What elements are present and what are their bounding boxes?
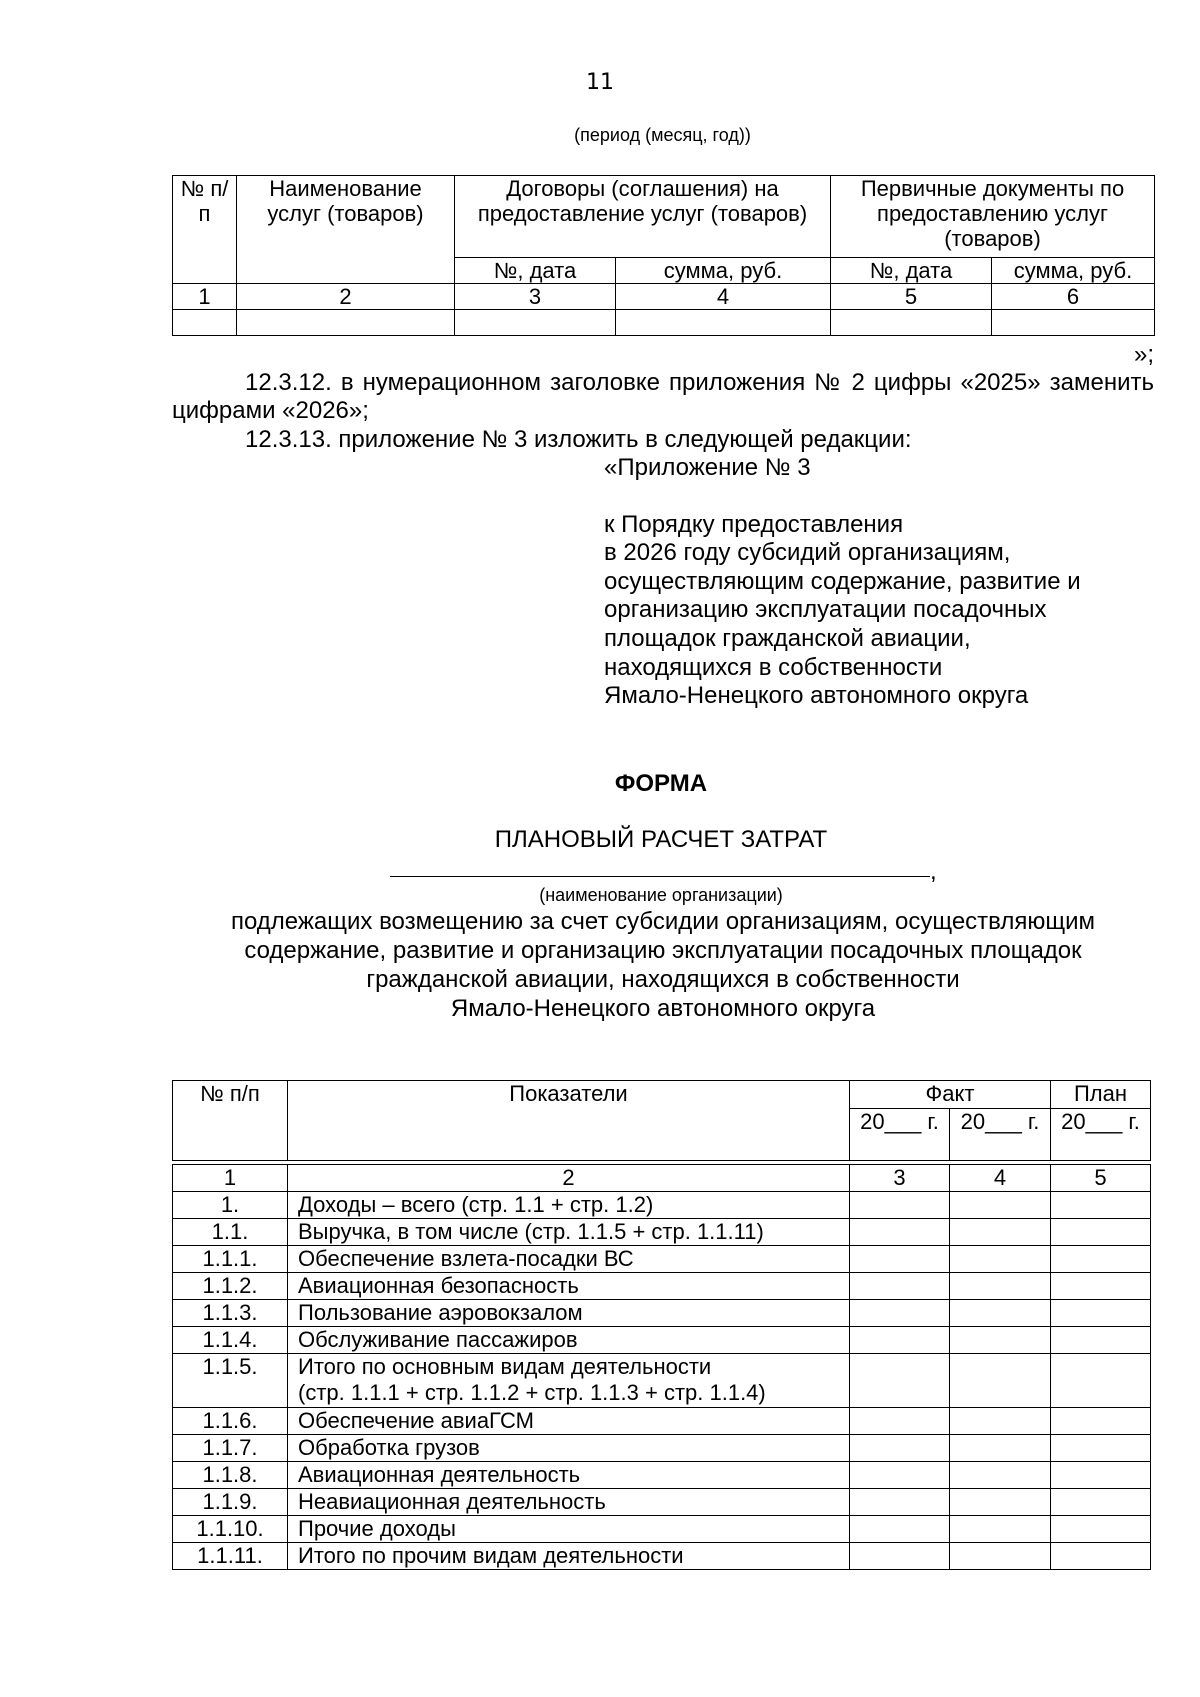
subtitle-line: содержание, развитие и организацию эксплуатации посадочных площадок (244, 937, 1082, 964)
row-indicator (288, 1354, 850, 1408)
row-number: 1.1.8. (173, 1462, 288, 1489)
value-cell (1051, 1489, 1151, 1516)
value-cell (1051, 1192, 1151, 1219)
row-indicator (288, 1192, 850, 1219)
row-indicator-text: Доходы – всего (стр. 1.1 + стр. 1.2) (298, 1192, 654, 1217)
table-row (173, 1516, 1151, 1543)
appendix-line: к Порядку предоставления (604, 510, 904, 538)
row-number: 1.1.9. (173, 1489, 288, 1516)
year-cell: 20___ г. (850, 1109, 950, 1161)
value-cell (950, 1408, 1051, 1435)
row-indicator (288, 1219, 850, 1246)
table-row (173, 1219, 1151, 1246)
value-cell (950, 1462, 1051, 1489)
value-cell (850, 1408, 950, 1435)
row-indicator (288, 1408, 850, 1435)
row-number: 1.1.10. (173, 1516, 288, 1543)
row-indicator (288, 1327, 850, 1354)
table-row (173, 1273, 1151, 1300)
header-primary-docs: Первичные документы по предоставлению услуг (товаров) (831, 176, 1155, 258)
period-caption (0, 125, 1200, 146)
row-indicator-text: Прочие доходы (298, 1516, 456, 1541)
value-cell (1051, 1273, 1151, 1300)
row-indicator-text: Обеспечение взлета-посадки ВС (298, 1246, 634, 1271)
value-cell (1051, 1516, 1151, 1543)
table-row (173, 1408, 1151, 1435)
value-cell (850, 1219, 950, 1246)
form-heading: ФОРМА (614, 770, 708, 797)
period-caption-text: (период (месяц, год)) (574, 125, 751, 145)
table-row (173, 1435, 1151, 1462)
appendix-block (604, 454, 1164, 711)
value-cell (1051, 1300, 1151, 1327)
value-cell (950, 1219, 1051, 1246)
empty-row (173, 310, 1155, 336)
row-number: 1.1.4. (173, 1327, 288, 1354)
subheader-primary-sum: сумма, руб. (992, 258, 1155, 284)
table-row (173, 1354, 1151, 1408)
empty-cell (616, 310, 831, 336)
table-row (173, 1462, 1151, 1489)
appendix-line: находящихся в собственности (604, 653, 943, 681)
row-indicator-text: Итого по прочим видам деятельности (298, 1543, 684, 1568)
year-cell: 20___ г. (1051, 1109, 1151, 1161)
row-indicator (288, 1543, 850, 1570)
col-number: 4 (616, 284, 831, 310)
value-cell (950, 1354, 1051, 1408)
table-row (173, 1246, 1151, 1273)
cost-col-number: 2 (288, 1165, 850, 1192)
value-cell (1051, 1354, 1151, 1408)
appendix-line: организацию эксплуатации посадочных (604, 596, 1047, 624)
row-indicator-text: Авиационная безопасность (298, 1273, 579, 1298)
value-cell (1051, 1435, 1151, 1462)
row-indicator-text: Обслуживание пассажиров (298, 1327, 578, 1352)
cost-header-num: № п/п (173, 1081, 288, 1161)
value-cell (1051, 1327, 1151, 1354)
subheader-contracts-num: №, дата (455, 258, 616, 284)
subheader-contracts-sum: сумма, руб. (616, 258, 831, 284)
organization-caption: (наименование организации) (539, 885, 783, 905)
header-num: № п/п (173, 176, 237, 284)
appendix-line: осуществляющим содержание, развитие и (604, 567, 1081, 595)
row-indicator (288, 1300, 850, 1327)
row-number: 1. (173, 1192, 288, 1219)
value-cell (1051, 1462, 1151, 1489)
subtitle-line: Ямало-Ненецкого автономного округа (450, 995, 876, 1022)
row-indicator (288, 1462, 850, 1489)
empty-cell (992, 310, 1155, 336)
row-indicator (288, 1435, 850, 1462)
organization-name-line (390, 876, 930, 877)
subtitle-line: подлежащих возмещению за счет субсидии организациям, осуществляющим (230, 908, 1096, 935)
value-cell (850, 1435, 950, 1462)
services-table (172, 175, 1155, 336)
value-cell (950, 1327, 1051, 1354)
value-cell (850, 1192, 950, 1219)
form-subtitle (172, 907, 1154, 1023)
cost-col-number: 5 (1051, 1165, 1151, 1192)
cost-header-indicators: Показатели (288, 1081, 850, 1161)
row-number: 1.1.5. (173, 1354, 288, 1408)
cost-col-number: 3 (850, 1165, 950, 1192)
cost-table (172, 1080, 1151, 1570)
value-cell (850, 1462, 950, 1489)
col-number: 5 (831, 284, 992, 310)
value-cell (950, 1516, 1051, 1543)
cost-col-number: 1 (173, 1165, 288, 1192)
appendix-spacer (604, 483, 1164, 511)
value-cell (950, 1273, 1051, 1300)
value-cell (850, 1516, 950, 1543)
value-cell (850, 1543, 950, 1570)
cost-header-fact: Факт (850, 1081, 1051, 1109)
row-indicator (288, 1489, 850, 1516)
row-indicator-text-cont: (стр. 1.1.1 + стр. 1.1.2 + стр. 1.1.3 + стр. 1.1.4) (298, 1380, 766, 1405)
cost-header-plan: План (1051, 1081, 1151, 1109)
subtitle-line: гражданской авиации, находящихся в собственности (366, 966, 960, 993)
paragraph-12-3-13: 12.3.13. приложение № 3 изложить в следующей редакции: (245, 426, 912, 453)
cost-rows (173, 1192, 1151, 1570)
value-cell (850, 1273, 950, 1300)
row-number: 1.1.6. (173, 1408, 288, 1435)
value-cell (850, 1246, 950, 1273)
appendix-line: Ямало-Ненецкого автономного округа (604, 682, 1029, 710)
value-cell (850, 1300, 950, 1327)
row-number: 1.1.2. (173, 1273, 288, 1300)
row-number: 1.1.3. (173, 1300, 288, 1327)
organization-comma: , (930, 858, 937, 885)
subheader-primary-num: №, дата (831, 258, 992, 284)
row-number: 1.1. (173, 1219, 288, 1246)
table-row (173, 1489, 1151, 1516)
value-cell (950, 1489, 1051, 1516)
row-indicator-text: Обеспечение авиаГСМ (298, 1408, 534, 1433)
appendix-title: «Приложение № 3 (604, 454, 811, 481)
value-cell (850, 1327, 950, 1354)
col-number: 3 (455, 284, 616, 310)
table-row (173, 1300, 1151, 1327)
value-cell (1051, 1543, 1151, 1570)
row-number: 1.1.1. (173, 1246, 288, 1273)
value-cell (1051, 1219, 1151, 1246)
value-cell (850, 1489, 950, 1516)
row-indicator-text: Итого по основным видам деятельности (298, 1354, 712, 1379)
page-number: 11 (586, 70, 614, 95)
table-row (173, 1543, 1151, 1570)
row-indicator-text: Авиационная деятельность (298, 1462, 581, 1487)
value-cell (1051, 1246, 1151, 1273)
empty-cell (831, 310, 992, 336)
row-indicator (288, 1273, 850, 1300)
row-indicator-text: Неавиационная деятельность (298, 1489, 606, 1514)
row-indicator (288, 1516, 850, 1543)
col-number: 6 (992, 284, 1155, 310)
row-number: 1.1.11. (173, 1543, 288, 1570)
value-cell (950, 1435, 1051, 1462)
paragraph-12-3-12-text: 12.3.12. в нумерационном заголовке приложения № 2 цифры «2025» заменить цифрами «2026»; (172, 369, 1154, 424)
col-number: 2 (237, 284, 455, 310)
table-row (173, 1192, 1151, 1219)
year-cell: 20___ г. (950, 1109, 1051, 1161)
cost-col-number: 4 (950, 1165, 1051, 1192)
row-indicator (288, 1246, 850, 1273)
row-number: 1.1.7. (173, 1435, 288, 1462)
header-contracts: Договоры (соглашения) на предоставление услуг (товаров) (455, 176, 831, 258)
table-row (173, 1327, 1151, 1354)
appendix-line: площадок гражданской авиации, (604, 624, 971, 652)
row-indicator-text: Выручка, в том числе (стр. 1.1.5 + стр. 1.1.11) (298, 1219, 764, 1244)
closing-quote: »; (1133, 341, 1154, 368)
value-cell (1051, 1408, 1151, 1435)
empty-cell (237, 310, 455, 336)
header-service-name: Наименование услуг (товаров) (237, 176, 455, 284)
col-number: 1 (173, 284, 237, 310)
row-indicator-text: Пользование аэровокзалом (298, 1300, 583, 1325)
empty-cell (173, 310, 237, 336)
value-cell (850, 1354, 950, 1408)
paragraph-12-3-12 (172, 369, 1154, 425)
value-cell (950, 1300, 1051, 1327)
value-cell (950, 1543, 1051, 1570)
empty-cell (455, 310, 616, 336)
value-cell (950, 1246, 1051, 1273)
appendix-line: в 2026 году субсидий организациям, (604, 539, 1011, 567)
calc-title: ПЛАНОВЫЙ РАСЧЕТ ЗАТРАТ (494, 826, 828, 853)
row-indicator-text: Обработка грузов (298, 1435, 480, 1460)
value-cell (950, 1192, 1051, 1219)
